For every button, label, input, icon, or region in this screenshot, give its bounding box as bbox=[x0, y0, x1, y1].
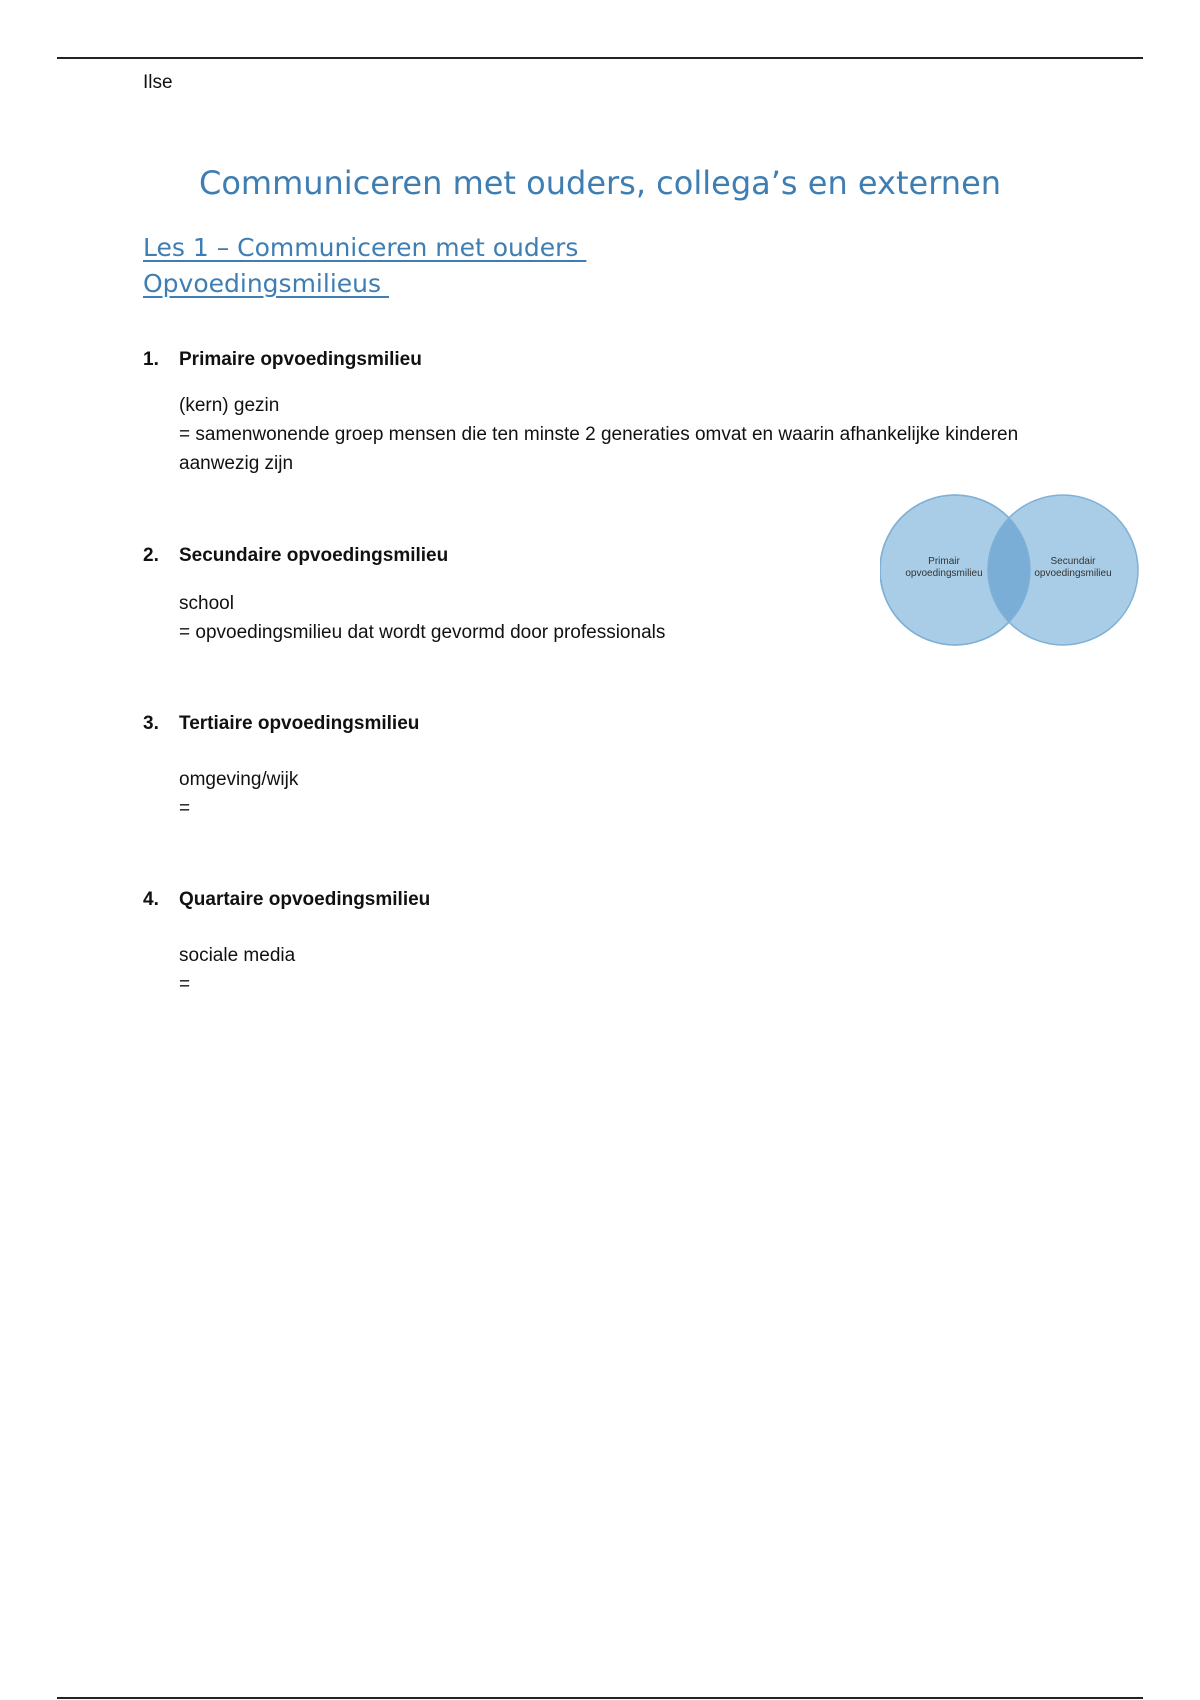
section-heading bbox=[143, 349, 1043, 371]
section-title: Tertiaire opvoedingsmilieu bbox=[179, 713, 420, 734]
section-title: Secundaire opvoedingsmilieu bbox=[179, 545, 449, 566]
section-definition: = bbox=[179, 798, 191, 819]
section-term: sociale media bbox=[179, 945, 296, 966]
section-definition: = opvoedingsmilieu dat wordt gevormd door professionals bbox=[179, 622, 666, 643]
section-body bbox=[179, 765, 1043, 823]
section-body bbox=[179, 941, 1043, 999]
section-quaternary bbox=[143, 889, 1043, 999]
section-heading bbox=[143, 889, 1043, 911]
section-number: 4. bbox=[143, 889, 159, 910]
section-number: 2. bbox=[143, 545, 159, 566]
section-primary bbox=[143, 349, 1043, 478]
section-term: omgeving/wijk bbox=[179, 769, 299, 790]
section-title: Primaire opvoedingsmilieu bbox=[179, 349, 422, 370]
venn-left-label-line2: opvoedingsmilieu bbox=[905, 568, 983, 579]
venn-left-label-line1: Primair bbox=[928, 556, 960, 567]
venn-diagram bbox=[880, 490, 1144, 650]
section-term: (kern) gezin bbox=[179, 395, 280, 416]
section-definition: = bbox=[179, 974, 191, 995]
footer-rule bbox=[57, 1697, 1143, 1699]
section-tertiary bbox=[143, 713, 1043, 823]
header-author-name: Ilse bbox=[143, 72, 173, 93]
section-number: 1. bbox=[143, 349, 159, 370]
header-rule bbox=[57, 57, 1143, 59]
section-title: Quartaire opvoedingsmilieu bbox=[179, 889, 431, 910]
venn-right-label-line1: Secundair bbox=[1050, 556, 1096, 567]
section-number: 3. bbox=[143, 713, 159, 734]
document-title: Communiceren met ouders, collega’s en externen bbox=[198, 164, 1002, 202]
venn-right-label-line2: opvoedingsmilieu bbox=[1034, 568, 1112, 579]
section-definition: = samenwonende groep mensen die ten minste 2 generaties omvat en waarin afhankelijke kinderen aanwezig zijn bbox=[179, 424, 1019, 474]
section-term: school bbox=[179, 593, 234, 614]
section-heading bbox=[143, 713, 1043, 735]
topic-heading: Opvoedingsmilieus bbox=[143, 269, 389, 298]
section-body bbox=[179, 391, 1043, 478]
lesson-heading: Les 1 – Communiceren met ouders bbox=[143, 233, 587, 262]
